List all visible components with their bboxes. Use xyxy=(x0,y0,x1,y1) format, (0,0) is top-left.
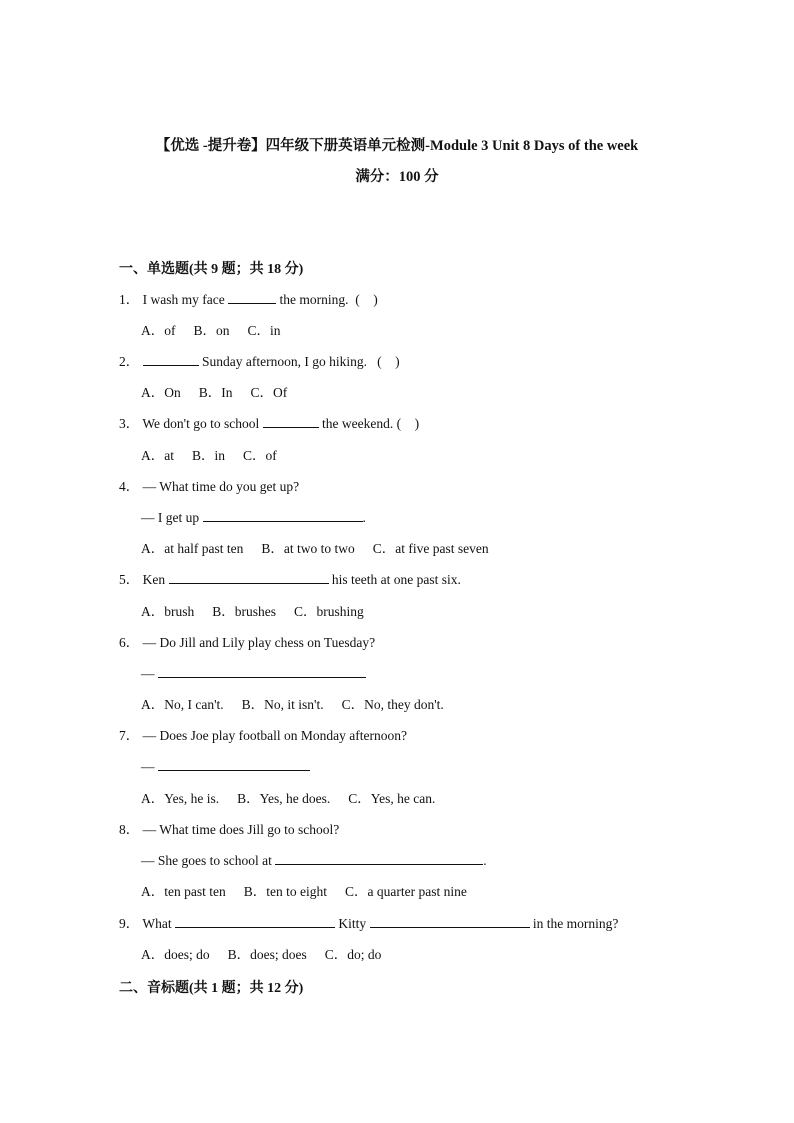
question-6-response: — xyxy=(141,665,366,683)
section-2-heading: 二、音标题(共 1 题；共 12 分) xyxy=(119,981,304,996)
question-2: 2． Sunday afternoon, I go hiking. ( ) xyxy=(119,354,400,369)
score-line: 满分：100 分 xyxy=(355,169,439,185)
question-5: 5． Ken his teeth at one past six. xyxy=(119,572,461,587)
question-6: 6． — Do Jill and Lily play chess on Tuesday? xyxy=(119,635,376,650)
question-8-response: — She goes to school at . xyxy=(141,853,487,868)
question-7-response: — xyxy=(141,758,310,776)
question-1-options: A．of B．on C．in xyxy=(141,323,281,338)
question-2-options: A．On B．In C．Of xyxy=(141,385,288,400)
question-9: 9． What Kitty in the morning? xyxy=(119,916,619,931)
question-4-options: A．at half past ten B．at two to two C．at five past seven xyxy=(141,541,489,556)
question-8: 8． — What time does Jill go to school? xyxy=(119,822,340,837)
question-7: 7． — Does Joe play football on Monday afternoon? xyxy=(119,728,407,743)
question-4-response: — I get up . xyxy=(141,510,366,525)
question-9-options: A．does; do B．does; does C．do; do xyxy=(141,947,382,962)
question-5-options: A．brush B．brushes C．brushing xyxy=(141,604,364,619)
question-8-options: A．ten past ten B．ten to eight C．a quarter past nine xyxy=(141,884,467,899)
document-title: 【优选 -提升卷】四年级下册英语单元检测-Module 3 Unit 8 Days of the week xyxy=(155,138,639,154)
section-1-heading: 一、单选题(共 9 题；共 18 分) xyxy=(119,262,304,277)
question-1: 1． I wash my face the morning. ( ) xyxy=(119,292,378,307)
question-6-options: A．No, I can't. B．No, it isn't. C．No, they don't. xyxy=(141,697,444,712)
question-4: 4． — What time do you get up? xyxy=(119,479,300,494)
question-7-options: A．Yes, he is. B．Yes, he does. C．Yes, he can. xyxy=(141,791,436,806)
question-3-options: A．at B．in C．of xyxy=(141,448,277,463)
question-3: 3． We don't go to school the weekend. ( ) xyxy=(119,416,420,431)
